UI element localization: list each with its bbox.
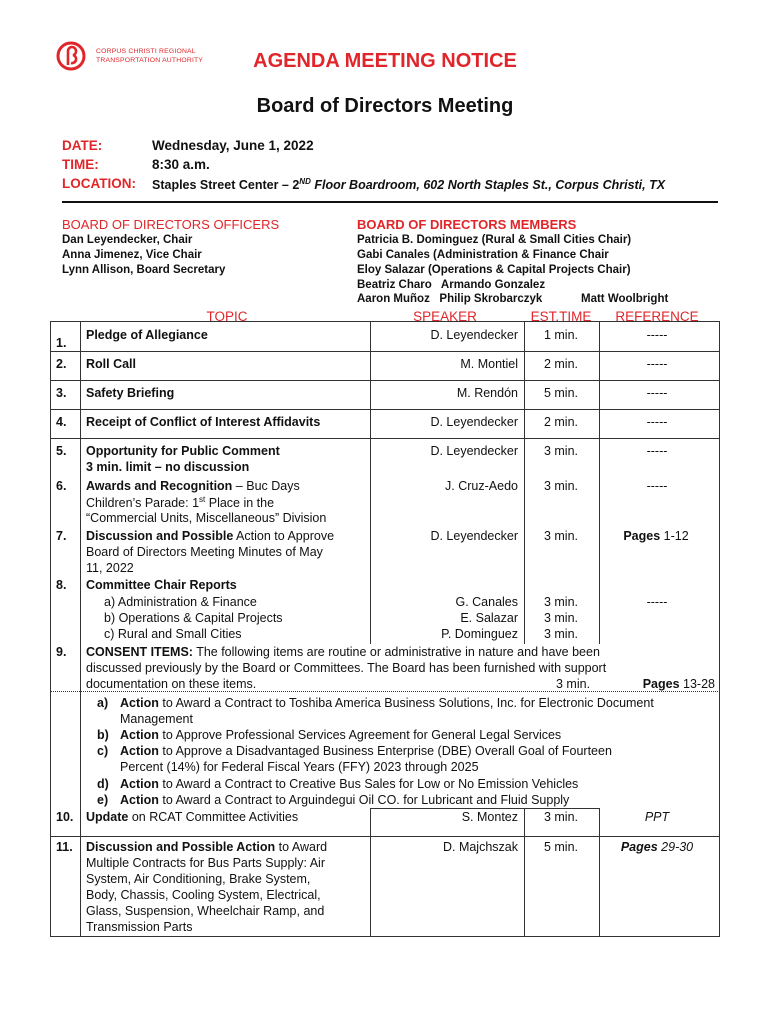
officer-chair: Dan Leyendecker, Chair: [62, 234, 193, 246]
item-topic-bold: Discussion and Possible: [86, 529, 234, 543]
col-divider: [599, 808, 600, 936]
item-topic: Roll Call: [86, 357, 137, 371]
item-reference: -----: [646, 386, 668, 400]
item-time: 3 min.: [543, 444, 579, 458]
item-topic: [86, 810, 298, 824]
item-topic: Committee Chair Reports: [86, 578, 237, 592]
location-value: [152, 177, 665, 192]
item-time: 3 min.: [543, 529, 579, 543]
item-speaker: M. Montiel: [460, 357, 518, 371]
officer-vice-chair: Anna Jimenez, Vice Chair: [62, 249, 202, 261]
time-value: 8:30 a.m.: [152, 157, 210, 172]
member-line: Gabi Canales (Administration & Finance Chair: [357, 249, 609, 261]
consent-text-line: documentation on these items.: [86, 677, 257, 691]
date-value: Wednesday, June 1, 2022: [152, 138, 314, 153]
item-topic-line: System, Air Conditioning, Brake System,: [86, 872, 311, 886]
item-topic-text: Children’s Parade: 1: [86, 496, 200, 511]
action-text: to Award a Contract to Creative Bus Sales for Low or No Emission Vehicles: [158, 777, 579, 791]
item-reference: [601, 677, 715, 691]
item-topic-note: 3 min. limit – no discussion: [86, 460, 250, 474]
item-time: 1 min.: [543, 328, 579, 342]
item-topic-line: [86, 495, 274, 510]
item-speaker: D. Majchszak: [442, 840, 518, 854]
item-topic-sup: st: [199, 495, 206, 504]
item-time: 2 min.: [543, 357, 579, 371]
consent-sub-letter: a): [97, 696, 109, 710]
item-reference: PPT: [644, 810, 670, 824]
item-topic-bold: Discussion and Possible Action: [86, 840, 276, 854]
consent-intro: [86, 645, 600, 659]
sub-item-speaker: P. Dominguez: [441, 627, 518, 641]
consent-sub-letter: b): [97, 728, 109, 742]
table-rule: [370, 808, 600, 809]
location-sup: ND: [299, 177, 311, 186]
col-divider: [370, 808, 371, 936]
ref-pages-range: 1-12: [660, 529, 689, 543]
item-reference: -----: [646, 444, 668, 458]
sub-item-time: 3 min.: [543, 595, 579, 609]
item-number: 1.: [56, 336, 67, 350]
consent-sub-item: [120, 744, 612, 758]
item-speaker: D. Leyendecker: [430, 415, 518, 429]
ref-pages-range: 29-30: [657, 840, 694, 854]
table-rule: [50, 438, 720, 439]
item-topic-line: Multiple Contracts for Bus Parts Supply: Air: [86, 856, 325, 870]
table-rule: [50, 409, 720, 410]
item-reference: [601, 840, 713, 854]
org-line1: CORPUS CHRISTI REGIONAL: [96, 48, 196, 55]
item-speaker: D. Leyendecker: [430, 529, 518, 543]
item-topic: Receipt of Conflict of Interest Affidavits: [86, 415, 321, 429]
item-reference: -----: [646, 595, 668, 609]
consent-sub-item: [120, 793, 569, 807]
header-divider: [62, 201, 718, 203]
item-topic-line: Transmission Parts: [86, 920, 193, 934]
member-line: Patricia B. Dominguez (Rural & Small Cities Chair): [357, 234, 632, 246]
item-topic: [86, 840, 327, 854]
item-topic-text: Place in the: [205, 496, 275, 511]
table-rule: [50, 380, 720, 381]
consent-sub-cont: Management: [120, 712, 193, 726]
meeting-subtitle: Board of Directors Meeting: [256, 95, 514, 117]
item-topic: [86, 479, 300, 493]
officer-secretary: Lynn Allison, Board Secretary: [62, 264, 226, 276]
item-topic-line: Glass, Suspension, Wheelchair Ramp, and: [86, 904, 325, 918]
item-speaker: D. Leyendecker: [430, 444, 518, 458]
location-suffix: Floor Boardroom, 602 North Staples St., Corpus Christi, TX: [310, 178, 666, 193]
item-reference: -----: [646, 357, 668, 371]
item-time: 5 min.: [543, 386, 579, 400]
member-line: Eloy Salazar (Operations & Capital Projects Chair): [357, 264, 631, 276]
consent-sub-cont: Percent (14%) for Federal Fiscal Years (FFY) 2023 through 2025: [120, 760, 479, 774]
item-topic-rest: Action to Approve: [233, 529, 335, 543]
item-speaker: D. Leyendecker: [430, 328, 518, 342]
item-topic-bold: Awards and Recognition: [86, 479, 233, 493]
item-topic: Opportunity for Public Comment: [86, 444, 280, 458]
item-reference: -----: [646, 328, 668, 342]
item-number: 2.: [56, 357, 67, 371]
sub-item-speaker: G. Canales: [455, 595, 518, 609]
action-text: to Award a Contract to Arguindegui Oil CO. for Lubricant and Fluid Supply: [158, 793, 570, 807]
col-header-reference: REFERENCE: [615, 309, 699, 324]
item-topic-line: 11, 2022: [86, 561, 134, 575]
item-speaker: J. Cruz-Aedo: [445, 479, 518, 493]
member-line: Aaron Muñoz Philip Skrobarczyk: [357, 293, 543, 305]
item-reference: -----: [646, 415, 668, 429]
item-number: 10.: [56, 810, 74, 824]
item-reference: [601, 529, 711, 543]
item-speaker: S. Montez: [461, 810, 518, 824]
sub-item-label: a) Administration & Finance: [104, 595, 257, 609]
consent-text-line: discussed previously by the Board or Committees. The Board has been furnished with support: [86, 661, 607, 675]
item-time: 2 min.: [543, 415, 579, 429]
members-heading: BOARD OF DIRECTORS MEMBERS: [357, 217, 577, 232]
action-text: to Approve a Disadvantaged Business Enterprise (DBE) Overall Goal of Fourteen: [158, 744, 612, 758]
item-number: 6.: [56, 479, 67, 493]
ref-pages-label: Pages: [642, 677, 680, 691]
item-topic-line: “Commercial Units, Miscellaneous” Division: [86, 511, 327, 525]
item-time: 3 min.: [543, 479, 579, 493]
col-header-topic: TOPIC: [206, 309, 248, 324]
officers-heading: BOARD OF DIRECTORS OFFICERS: [62, 217, 280, 232]
consent-sub-letter: d): [97, 777, 109, 791]
sub-item-label: c) Rural and Small Cities: [104, 627, 242, 641]
item-number: 5.: [56, 444, 67, 458]
table-rule-dotted: [50, 691, 720, 692]
col-divider: [524, 808, 525, 936]
page-title: AGENDA MEETING NOTICE: [253, 50, 517, 72]
ref-pages-label: Pages: [623, 529, 661, 543]
consent-label: CONSENT ITEMS:: [86, 645, 193, 659]
item-topic-line: Board of Directors Meeting Minutes of May: [86, 545, 323, 559]
item-number: 3.: [56, 386, 67, 400]
action-label: Action: [120, 744, 159, 758]
item-number: 9.: [56, 645, 67, 659]
action-text: to Award a Contract to Toshiba America Business Solutions, Inc. for Electronic Document: [158, 696, 654, 710]
item-number: 8.: [56, 578, 67, 592]
item-number: 11.: [56, 840, 73, 854]
item-topic: Pledge of Allegiance: [86, 328, 208, 342]
col-divider: [80, 321, 81, 936]
consent-sub-letter: c): [97, 744, 109, 758]
table-rule: [50, 351, 720, 352]
location-prefix: Staples Street Center – 2: [152, 178, 300, 193]
action-label: Action: [120, 696, 159, 710]
ref-pages-label: Pages: [620, 840, 658, 854]
consent-sub-letter: e): [97, 793, 109, 807]
consent-text: The following items are routine or administrative in nature and have been: [192, 645, 600, 659]
action-label: Action: [120, 728, 159, 742]
item-topic-rest: – Buc Days: [232, 479, 300, 493]
item-time: 5 min.: [543, 840, 579, 854]
item-number: 4.: [56, 415, 67, 429]
action-text: to Approve Professional Services Agreement for General Legal Services: [158, 728, 562, 742]
item-reference: -----: [646, 479, 668, 493]
consent-sub-item: [120, 696, 654, 710]
col-header-time: EST.TIME: [530, 309, 592, 324]
member-line: Beatriz Charo Armando Gonzalez: [357, 279, 546, 291]
table-rule: [50, 321, 720, 322]
item-speaker: M. Rendón: [456, 386, 518, 400]
action-label: Action: [120, 777, 159, 791]
item-topic: Safety Briefing: [86, 386, 175, 400]
member-line: Matt Woolbright: [581, 293, 669, 305]
action-label: Action: [120, 793, 159, 807]
item-time: 3 min.: [556, 677, 591, 691]
item-time: 3 min.: [543, 810, 579, 824]
consent-sub-item: [120, 777, 578, 791]
sub-item-time: 3 min.: [543, 627, 579, 641]
table-rule: [50, 836, 720, 837]
item-topic: [86, 529, 334, 543]
col-header-speaker: SPEAKER: [413, 309, 477, 324]
item-topic-rest: to Award: [275, 840, 328, 854]
sub-item-speaker: E. Salazar: [460, 611, 518, 625]
consent-sub-item: [120, 728, 561, 742]
ref-pages-range: 13-28: [679, 677, 715, 691]
sub-item-time: 3 min.: [543, 611, 579, 625]
item-topic-bold: Update: [86, 810, 129, 824]
item-topic-rest: on RCAT Committee Activities: [128, 810, 299, 824]
item-number: 7.: [56, 529, 67, 543]
item-topic-line: Body, Chassis, Cooling System, Electrical,: [86, 888, 321, 902]
col-divider: [599, 321, 600, 644]
date-label: DATE:: [62, 138, 103, 153]
location-label: LOCATION:: [62, 176, 136, 191]
time-label: TIME:: [62, 157, 99, 172]
org-line2: TRANSPORTATION AUTHORITY: [96, 56, 204, 64]
sub-item-label: b) Operations & Capital Projects: [104, 611, 283, 625]
